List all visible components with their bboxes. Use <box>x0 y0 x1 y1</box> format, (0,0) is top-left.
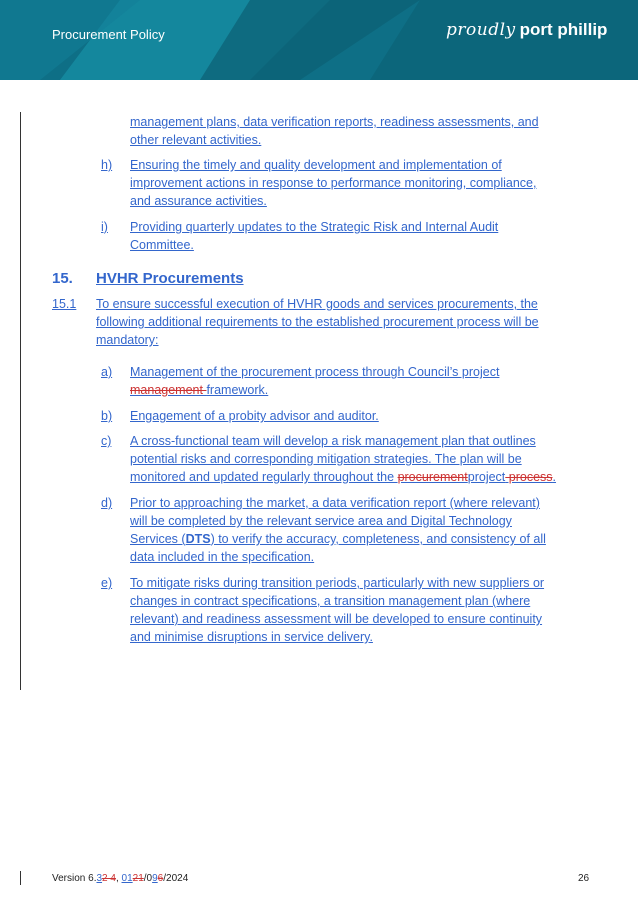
footer-revision-bar <box>20 871 21 885</box>
intro-line: management plans, data verification reports, readiness assessments, and <box>130 115 539 129</box>
list-item-e: and minimise disruptions in service delivery. <box>130 630 373 644</box>
list-item-d: data included in the specification. <box>130 550 315 564</box>
list-item-c: monitored and updated regularly throughout the procurementproject process. <box>130 470 557 484</box>
list-label-a: a) <box>101 365 113 379</box>
revision-bar <box>20 112 21 690</box>
section-title: HVHR Procurements <box>96 270 244 287</box>
page-number: 26 <box>578 873 590 884</box>
inserted-text: project <box>467 470 506 484</box>
list-item-e: To mitigate risks during transition periods, particularly with new suppliers or <box>130 576 545 590</box>
version-info: Version 6.32 4, 0121/096/2024 <box>52 873 189 884</box>
list-item-i: Committee. <box>130 238 194 252</box>
list-label-d: d) <box>101 496 113 510</box>
list-item-h: improvement actions in response to performance monitoring, compliance, <box>130 176 537 190</box>
council-logo: proudly port phillip <box>446 20 608 40</box>
clause-line: To ensure successful execution of HVHR goods and services procurements, the <box>96 297 538 311</box>
list-label-b: b) <box>101 409 113 423</box>
list-item-i: Providing quarterly updates to the Strategic Risk and Internal Audit <box>130 220 499 234</box>
section-heading <box>52 270 244 287</box>
list-item-d: will be completed by the relevant service area and Digital Technology <box>130 514 512 528</box>
intro-line: other relevant activities. <box>130 133 262 147</box>
list-label-e: e) <box>101 576 113 590</box>
section-number: 15. <box>52 270 73 287</box>
list-label-h: h) <box>101 158 113 172</box>
clause-line: following additional requirements to the established procurement process will be <box>96 315 539 329</box>
list-label-c: c) <box>101 434 112 448</box>
clause-number: 15.1 <box>52 297 77 311</box>
list-item-a: management framework. <box>130 383 269 397</box>
acronym: DTS <box>185 532 211 546</box>
list-item-h: Ensuring the timely and quality development and implementation of <box>130 158 502 172</box>
list-item-e: relevant) and readiness assessment will be developed to ensure continuity <box>130 612 543 626</box>
deleted-text: management <box>130 383 207 397</box>
deleted-text: procurement <box>397 470 468 484</box>
list-item-a: Management of the procurement process through Council’s project <box>130 365 500 379</box>
list-item-e: changes in contract specifications, a transition management plan (where <box>130 594 531 608</box>
list-item-d: Services (DTS) to verify the accuracy, completeness, and consistency of all <box>130 532 546 546</box>
list-label-i: i) <box>101 220 108 234</box>
page-header <box>0 0 638 80</box>
list-item-h: and assurance activities. <box>130 194 267 208</box>
list-item-c: A cross-functional team will develop a risk management plan that outlines <box>130 434 536 448</box>
document-title: Procurement Policy <box>52 27 165 42</box>
list-item-b: Engagement of a probity advisor and auditor. <box>130 409 379 423</box>
deleted-text: process <box>505 470 553 484</box>
list-item-d: Prior to approaching the market, a data verification report (where relevant) <box>130 496 540 510</box>
clause-line: mandatory: <box>96 333 159 347</box>
list-item-c: potential risks and corresponding mitigation strategies. The plan will be <box>130 452 522 466</box>
